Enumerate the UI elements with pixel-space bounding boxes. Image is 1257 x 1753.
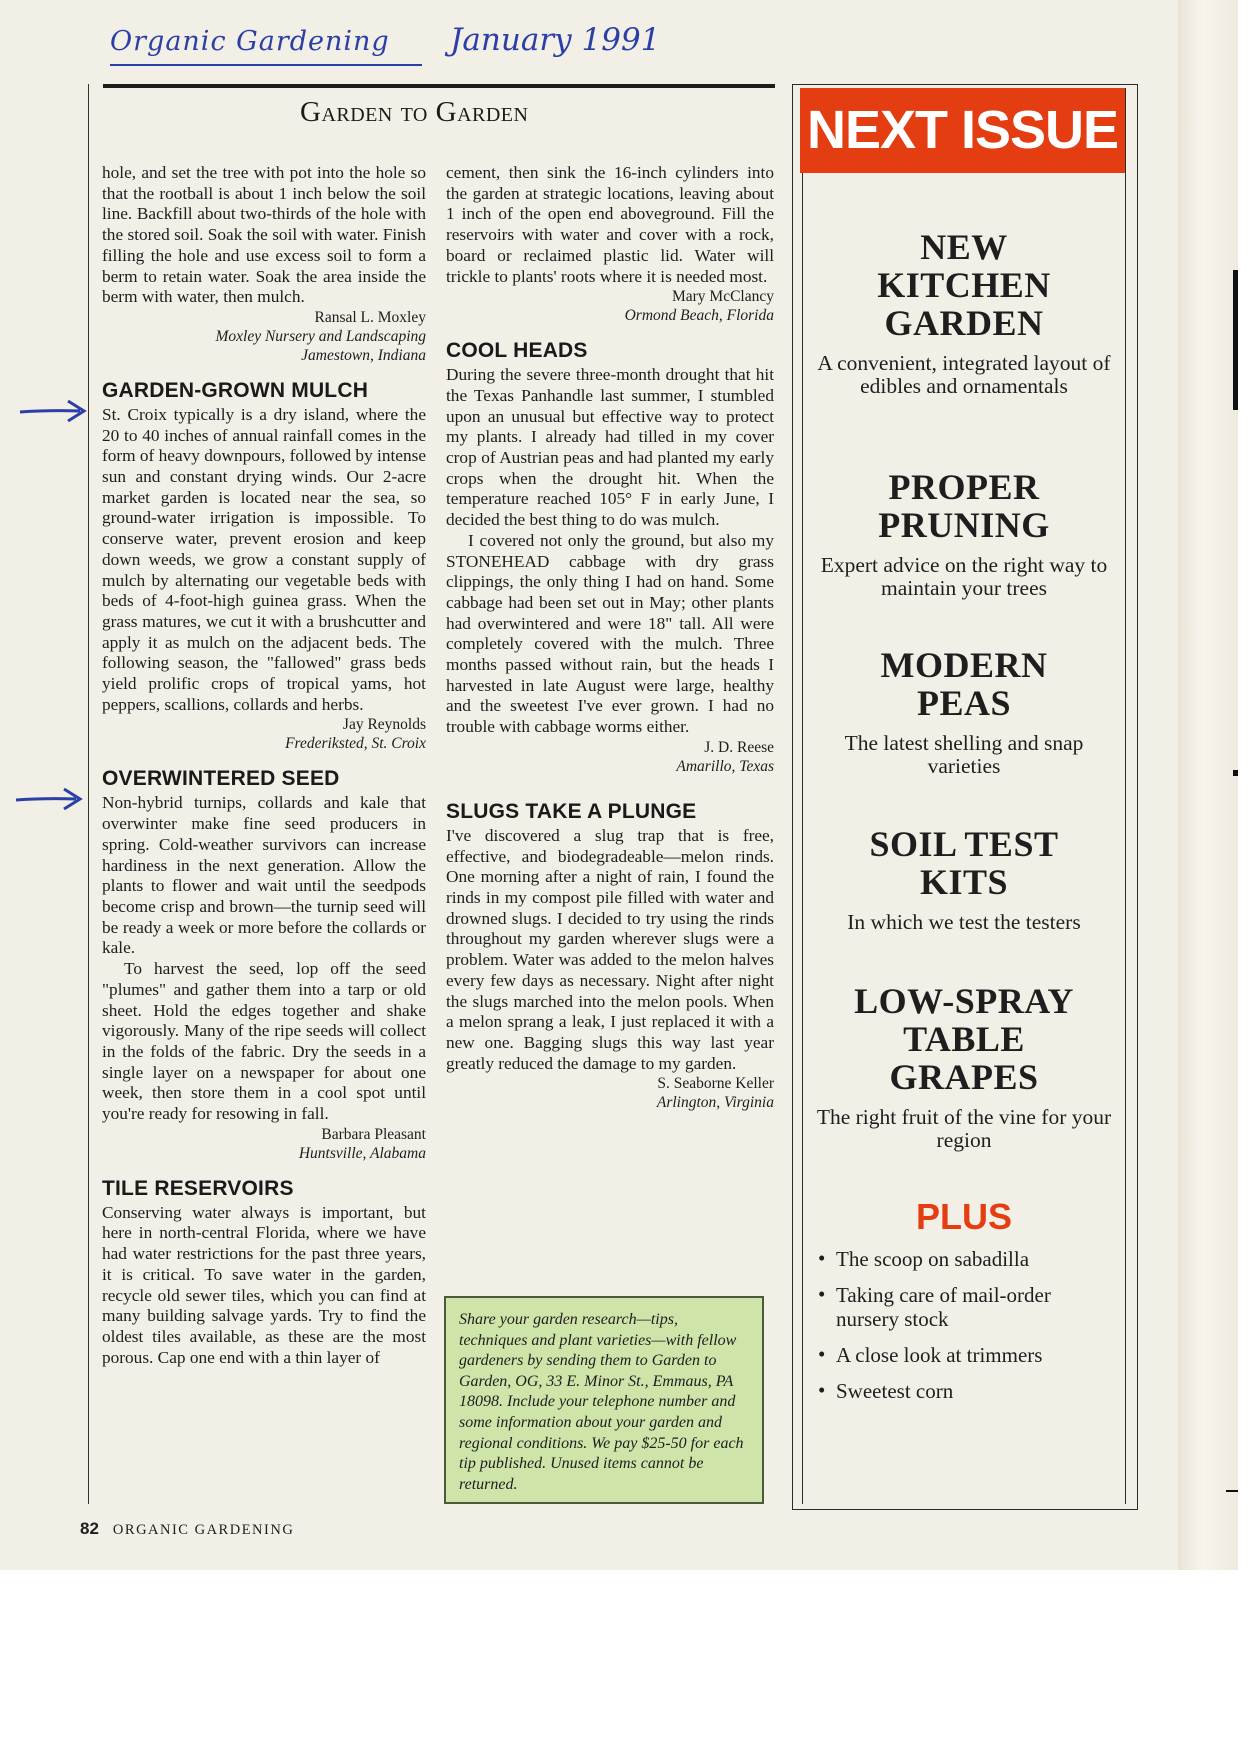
paragraph: Conserving water always is important, but here in north-central Florida, where we have had water restrictions for the past three years, it is critical. To save water in the garden, recycle old sewer tiles, which you can find at many building salvage yards. Try to find the oldest tiles available, as these are the most porous. Cap one end with a thin layer of bbox=[102, 1202, 426, 1367]
feature-title bbox=[808, 468, 1120, 544]
feature-title-line: PEAS bbox=[916, 683, 1012, 723]
paragraph: cement, then sink the 16-inch cylinders into the garden at strategic locations, leaving about 1 inch of the open end aboveground. Fill the reservoirs with water and cover with a rock, board or reclaimed plastic lid. Water will trickle to plants' roots where it is needed most. bbox=[446, 163, 774, 286]
feature-title-line: TABLE bbox=[903, 1019, 1025, 1059]
byline-name: Mary McClancy bbox=[671, 288, 774, 306]
feature-new-kitchen-garden bbox=[808, 228, 1120, 398]
paragraph: I've discovered a slug trap that is free, effective, and biodegradeable—melon rinds. One morning after a night of rain, I found the rinds in my compost pile filled with water and drowned slugs. I decided to try using the rinds throughout my garden wherever slugs were a problem. Water was added to the melon halves every few days as necessary. Night after night the slugs marched into the melon pools. When a melon sprang a leak, I just replaced it with a new one. Bagging slugs this way last year greatly reduced the damage to my garden. bbox=[446, 825, 774, 1073]
feature-title-line: KITS bbox=[919, 862, 1009, 902]
handwritten-magazine: Organic Gardening bbox=[110, 26, 390, 57]
byline-org: Moxley Nursery and Landscaping bbox=[215, 327, 426, 345]
byline bbox=[102, 1125, 426, 1163]
feature-description: The right fruit of the vine for your region bbox=[816, 1105, 1112, 1152]
feature-description: The latest shelling and snap varieties bbox=[844, 731, 1084, 778]
list-item-text: Taking care of mail-order nursery stock bbox=[836, 1283, 1051, 1331]
article-heading: COOL HEADS bbox=[446, 339, 588, 363]
feature-title bbox=[808, 982, 1120, 1096]
feature-title-line: SOIL TEST bbox=[869, 824, 1059, 864]
plus-list bbox=[818, 1247, 1118, 1415]
feature-title-line: PROPER bbox=[888, 467, 1040, 507]
byline-place: Frederiksted, St. Croix bbox=[285, 735, 426, 753]
feature-soil-test-kits bbox=[808, 825, 1120, 934]
paragraph: St. Croix typically is a dry island, where the 20 to 40 inches of annual rainfall comes in the form of heavy downpours, followed by intense sun and constant drying winds. Our 2-acre market garden is located near the sea, so ground-water irrigation is impossible. To conserve water, prevent erosion and keep down weeds, we grow a constant supply of mulch by alternating our vegetable beds with beds of 4-foot-high guinea grass. When the grass matures, we cut it with a brushcutter and apply it as mulch on the adjacent beds. The following season, the "fallowed" grass beds yield prolific crops of tropical yams, hot peppers, scallions, collards and herbs. bbox=[102, 404, 426, 714]
footer-magazine-name: ORGANIC GARDENING bbox=[112, 1522, 295, 1538]
feature-title-line: PRUNING bbox=[878, 505, 1050, 545]
feature-title-line: GARDEN bbox=[884, 303, 1044, 343]
feature-title-line: KITCHEN bbox=[877, 265, 1051, 305]
feature-title-line: NEW bbox=[920, 227, 1008, 267]
byline bbox=[446, 738, 774, 776]
gutter-mark bbox=[1233, 270, 1238, 410]
arrow-icon bbox=[18, 396, 88, 426]
byline bbox=[446, 1074, 774, 1112]
byline-place: Amarillo, Texas bbox=[676, 757, 774, 775]
bullet-icon: • bbox=[818, 1246, 826, 1270]
list-item bbox=[818, 1283, 1118, 1331]
page-gutter bbox=[1178, 0, 1238, 1570]
paragraph: I covered not only the ground, but also my STONEHEAD cabbage with dry grass clippings, the only thing I had on hand. Some cabbage had been set out in May; other plants had overwintered and were 18" tall. All were completely covered with the mulch. Three months passed without rain, but the heads I harvested in late August were large, healthy and the sweetest I've ever grown. I had no trouble with cabbage worms either. bbox=[446, 530, 774, 737]
paragraph: Non-hybrid turnips, collards and kale that overwinter make fine seed producers in spring. Cold-weather survivors can increase hardiness in the next generation. Allow the plants to flower and wait until the seedpods become crisp and brown—the turnip seed will be ready a week or more before the collards or kale. bbox=[102, 793, 426, 958]
list-item bbox=[818, 1247, 1118, 1271]
byline-place: Jamestown, Indiana bbox=[301, 346, 426, 364]
list-item-text: The scoop on sabadilla bbox=[836, 1247, 1030, 1271]
byline-name: S. Seaborne Keller bbox=[657, 1075, 774, 1093]
feature-title-line: GRAPES bbox=[889, 1057, 1039, 1097]
list-item-text: Sweetest corn bbox=[836, 1379, 954, 1403]
byline bbox=[102, 715, 426, 753]
submission-tip-box: Share your garden research—tips, techniques and plant varieties—with fellow gardeners by sending them to Garden to Garden, OG, 33 E. Minor St., Emmaus, PA 18098. Include your telephone number and some information about your garden and regional conditions. We pay $25-50 for each tip published. Unused items cannot be returned. bbox=[444, 1296, 764, 1504]
column-rule bbox=[88, 84, 89, 1504]
gutter-mark bbox=[1226, 1490, 1238, 1492]
next-issue-banner: NEXT ISSUE bbox=[800, 88, 1125, 173]
list-item bbox=[818, 1379, 1118, 1403]
feature-title bbox=[808, 825, 1120, 901]
handwritten-note bbox=[110, 18, 730, 68]
article-heading: OVERWINTERED SEED bbox=[102, 767, 340, 791]
byline-name: Jay Reynolds bbox=[342, 716, 426, 734]
handwritten-date: January 1991 bbox=[450, 22, 661, 58]
byline-name: J. D. Reese bbox=[704, 738, 774, 756]
article-column-2 bbox=[446, 163, 774, 1112]
handwritten-underline bbox=[110, 64, 422, 66]
list-item-text: A close look at trimmers bbox=[836, 1343, 1043, 1367]
feature-title-line: LOW-SPRAY bbox=[854, 981, 1074, 1021]
article-column-1 bbox=[102, 163, 426, 1368]
page-number: 82 bbox=[80, 1519, 99, 1538]
feature-proper-pruning bbox=[808, 468, 1120, 600]
feature-description: Expert advice on the right way to maintain your trees bbox=[820, 553, 1108, 600]
page-title: Garden to Garden bbox=[300, 96, 529, 128]
paragraph: During the severe three-month drought that hit the Texas Panhandle last summer, I stumbled upon an unusual but effective way to protect my plants. I already had tilled in my cover crop of Austrian peas and had planted my early crops when the drought hit. When the temperature reached 105° F in early June, I decided the best thing to do was mulch. bbox=[446, 365, 774, 530]
article-heading: GARDEN-GROWN MULCH bbox=[102, 378, 369, 402]
gutter-mark bbox=[1233, 770, 1238, 776]
bullet-icon: • bbox=[818, 1282, 826, 1306]
top-rule bbox=[103, 84, 775, 88]
feature-title-line: MODERN bbox=[880, 645, 1048, 685]
feature-description: In which we test the testers bbox=[847, 910, 1081, 934]
byline-name: Ransal L. Moxley bbox=[314, 308, 426, 326]
feature-low-spray-table-grapes bbox=[808, 982, 1120, 1152]
arrow-icon bbox=[14, 784, 84, 814]
list-item bbox=[818, 1343, 1118, 1367]
article-heading: SLUGS TAKE A PLUNGE bbox=[446, 799, 697, 823]
page-footer bbox=[80, 1519, 294, 1539]
bullet-icon: • bbox=[818, 1378, 826, 1402]
bullet-icon: • bbox=[818, 1342, 826, 1366]
feature-description: A convenient, integrated layout of edibles and ornamentals bbox=[817, 351, 1111, 398]
plus-heading: PLUS bbox=[915, 1196, 1012, 1237]
byline-place: Arlington, Virginia bbox=[656, 1094, 774, 1112]
article-heading: TILE RESERVOIRS bbox=[102, 1176, 294, 1200]
byline bbox=[446, 287, 774, 325]
paragraph: To harvest the seed, lop off the seed "plumes" and gather them into a tarp or old sheet. Hold the edges together and shake vigorously. Many of the ripe seeds will collect in the folds of the fabric. Dry the seeds in a single layer on a newspaper for about one week, then store them in a cool spot until you're ready for resowing in fall. bbox=[102, 959, 426, 1124]
byline bbox=[102, 308, 426, 365]
byline-place: Ormond Beach, Florida bbox=[624, 307, 774, 325]
feature-modern-peas bbox=[808, 646, 1120, 778]
feature-title bbox=[808, 228, 1120, 342]
feature-title bbox=[808, 646, 1120, 722]
scan-margin bbox=[0, 1570, 1257, 1753]
byline-name: Barbara Pleasant bbox=[321, 1125, 426, 1143]
paragraph: hole, and set the tree with pot into the hole so that the rootball is about 1 inch below the soil line. Backfill about two-thirds of the hole with the stored soil. Soak the soil with water. Finish filling the hole and use excess soil to form a berm to retain water. Soak the area inside the berm with water, then mulch. bbox=[102, 163, 426, 307]
byline-place: Huntsville, Alabama bbox=[298, 1144, 426, 1162]
